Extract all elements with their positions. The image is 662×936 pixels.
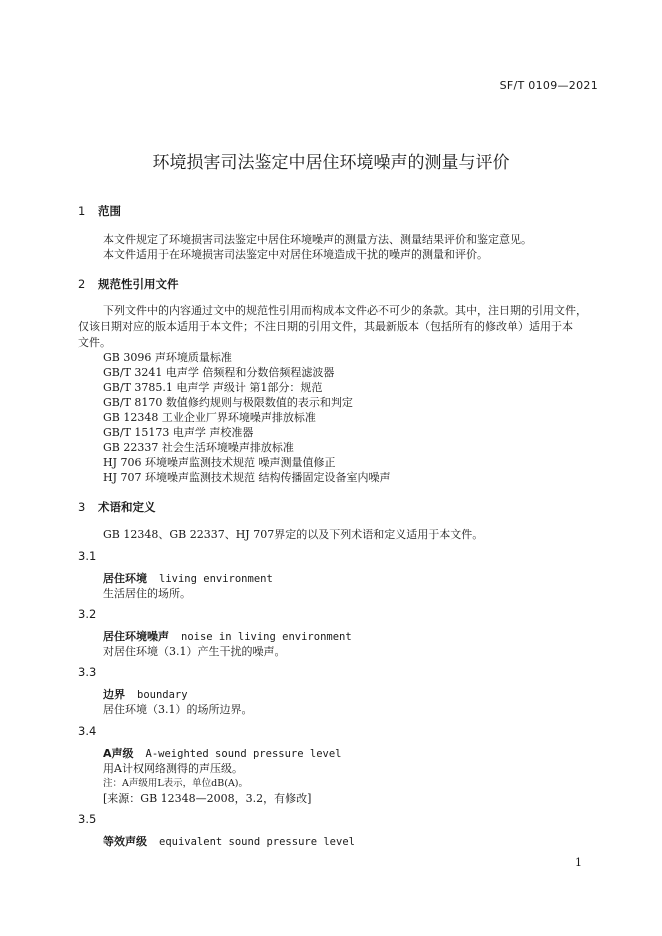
reference-item: GB/T 15173 电声学 声校准器 <box>103 426 254 439</box>
paragraph: 文件。 <box>78 336 111 349</box>
term-definition: 居住环境（3.1）的场所边界。 <box>103 703 253 716</box>
page-number: 1 <box>575 856 582 869</box>
reference-item: GB/T 3241 电声学 倍频程和分数倍频程滤波器 <box>103 366 335 379</box>
subclause-number: 3.4 <box>78 724 97 738</box>
subclause-number: 3.5 <box>78 812 97 826</box>
term-definition: 用A计权网络测得的声压级。 <box>103 762 243 775</box>
subclause-number: 3.1 <box>78 549 97 563</box>
section-3-heading: 3 术语和定义 <box>78 500 156 514</box>
paragraph: 本文件规定了环境损害司法鉴定中居住环境噪声的测量方法、测量结果评价和鉴定意见。 <box>103 233 532 246</box>
term-entry: 居住环境噪声 noise in living environment <box>103 630 352 643</box>
term-entry: 居住环境 living environment <box>103 572 273 585</box>
reference-item: GB 12348 工业企业厂界环境噪声排放标准 <box>103 411 316 424</box>
subclause-number: 3.2 <box>78 607 97 621</box>
section-2-heading: 2 规范性引用文件 <box>78 277 179 291</box>
reference-item: HJ 707 环境噪声监测技术规范 结构传播固定设备室内噪声 <box>103 471 391 484</box>
document-id: SF/T 0109—2021 <box>499 79 598 92</box>
term-source: [来源：GB 12348—2008，3.2，有修改] <box>103 792 312 805</box>
document-title: 环境损害司法鉴定中居住环境噪声的测量与评价 <box>152 153 510 173</box>
term-entry: 边界 boundary <box>103 688 188 701</box>
term-entry: 等效声级 equivalent sound pressure level <box>103 835 355 848</box>
term-entry: A声级 A-weighted sound pressure level <box>103 747 342 760</box>
paragraph: 下列文件中的内容通过文中的规范性引用而构成本文件必不可少的条款。其中，注日期的引用文件， <box>103 304 587 317</box>
section-1-heading: 1 范围 <box>78 204 121 218</box>
term-definition: 对居住环境（3.1）产生干扰的噪声。 <box>103 645 286 658</box>
reference-item: HJ 706 环境噪声监测技术规范 噪声测量值修正 <box>103 456 336 469</box>
reference-item: GB/T 3785.1 电声学 声级计 第1部分：规范 <box>103 381 323 394</box>
reference-item: GB 22337 社会生活环境噪声排放标准 <box>103 441 294 454</box>
term-definition: 生活居住的场所。 <box>103 587 191 600</box>
paragraph: 本文件适用于在环境损害司法鉴定中对居住环境造成干扰的噪声的测量和评价。 <box>103 248 488 261</box>
reference-item: GB 3096 声环境质量标准 <box>103 351 232 364</box>
reference-item: GB/T 8170 数值修约规则与极限数值的表示和判定 <box>103 396 353 409</box>
term-note: 注：A声级用L表示，单位dB(A)。 <box>103 778 249 789</box>
paragraph: 仅该日期对应的版本适用于本文件；不注日期的引用文件，其最新版本（包括所有的修改单）适用于本 <box>78 320 573 333</box>
subclause-number: 3.3 <box>78 665 97 679</box>
paragraph: GB 12348、GB 22337、HJ 707界定的以及下列术语和定义适用于本文件。 <box>103 528 484 541</box>
